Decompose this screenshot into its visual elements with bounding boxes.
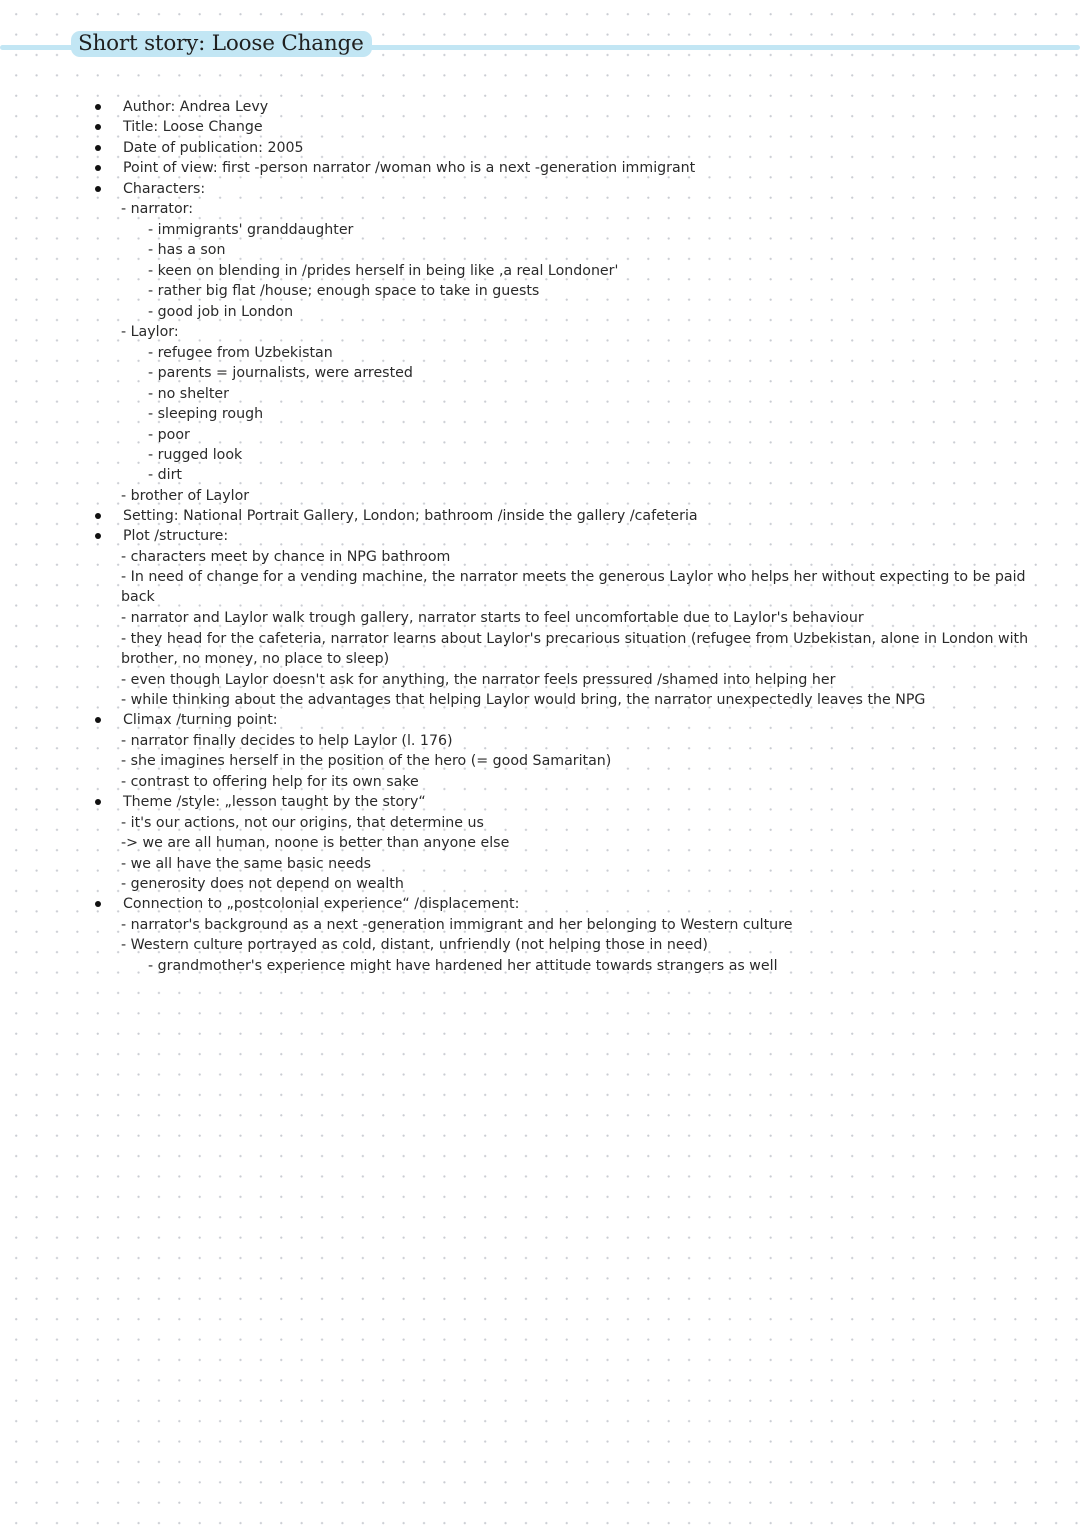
note-subsubline: - sleeping rough [148,406,264,422]
note-subline: - she imagines herself in the position of the hero (= good Samaritan) [121,753,612,769]
note-subline: - narrator and Laylor walk trough gallery, narrator starts to feel uncomfortable due to Laylor's behaviour [121,610,864,626]
note-subline: - In need of change for a vending machine, the narrator meets the generous Laylor who helps her without expecting to be paid back [121,569,1026,605]
bullet-dot [95,717,101,723]
note-line-setting: Setting: National Portrait Gallery, London; bathroom /inside the gallery /cafeteria [123,508,698,524]
page-title: Short story: Loose Change [71,31,372,57]
bullet-dot [95,799,101,805]
note-subline: - narrator finally decides to help Laylor (l. 176) [121,733,453,749]
bullet-dot [95,901,101,907]
note-subsubline: - rugged look [148,447,243,463]
bullet-dot [95,124,101,130]
note-subline: - it's our actions, not our origins, that determine us [121,815,484,831]
note-subline: - generosity does not depend on wealth [121,876,404,892]
note-subsubline: - good job in London [148,304,294,320]
bullet-dot [95,533,101,539]
note-line-plot: Plot /structure: [123,528,229,544]
note-subsubline: - dirt [148,467,182,483]
note-line-climax: Climax /turning point: [123,712,278,728]
note-subline: - narrator's background as a next -generation immigrant and her belonging to Western culture [121,917,793,933]
note-subline: -> we are all human, noone is better than anyone else [121,835,510,851]
note-subsubline: - refugee from Uzbekistan [148,345,333,361]
note-subline: - we all have the same basic needs [121,856,372,872]
note-subsubline: - poor [148,427,190,443]
bullet-dot [95,145,101,151]
note-line-date: Date of publication: 2005 [123,140,304,156]
bullet-dot [95,186,101,192]
note-subsubline: - parents = journalists, were arrested [148,365,413,381]
note-subsubline: - grandmother's experience might have hardened her attitude towards strangers as well [148,958,778,974]
note-subline: - Western culture portrayed as cold, distant, unfriendly (not helping those in need) [121,937,708,953]
note-line-title: Title: Loose Change [123,119,263,135]
note-subline: - characters meet by chance in NPG bathroom [121,549,451,565]
bullet-dot [95,165,101,171]
note-subline: - contrast to offering help for its own sake [121,774,419,790]
note-subline: - while thinking about the advantages that helping Laylor would bring, the narrator unexpectedly leaves the NPG [121,692,926,708]
bullet-dot [95,513,101,519]
note-subline: - brother of Laylor [121,488,250,504]
note-subline: - even though Laylor doesn't ask for anything, the narrator feels pressured /shamed into helping her [121,672,836,688]
note-line-characters: Characters: [123,181,206,197]
note-line-theme: Theme /style: „lesson taught by the story“ [123,794,426,810]
note-subsubline: - keen on blending in /prides herself in being like ‚a real Londoner' [148,263,619,279]
note-subsubline: - no shelter [148,386,229,402]
note-line-connection: Connection to „postcolonial experience“ /displacement: [123,896,520,912]
bullet-dot [95,104,101,110]
note-subline: - Laylor: [121,324,179,340]
note-subsubline: - rather big flat /house; enough space to take in guests [148,283,540,299]
note-subsubline: - immigrants' granddaughter [148,222,354,238]
note-subline: - narrator: [121,201,194,217]
note-subsubline: - has a son [148,242,226,258]
note-line-author: Author: Andrea Levy [123,99,269,115]
note-subline: - they head for the cafeteria, narrator learns about Laylor's precarious situation (refugee from Uzbekistan, alone in London with brother, no money, no place to sleep) [121,631,1029,667]
note-line-point-of-view: Point of view: first -person narrator /woman who is a next -generation immigrant [123,160,696,176]
